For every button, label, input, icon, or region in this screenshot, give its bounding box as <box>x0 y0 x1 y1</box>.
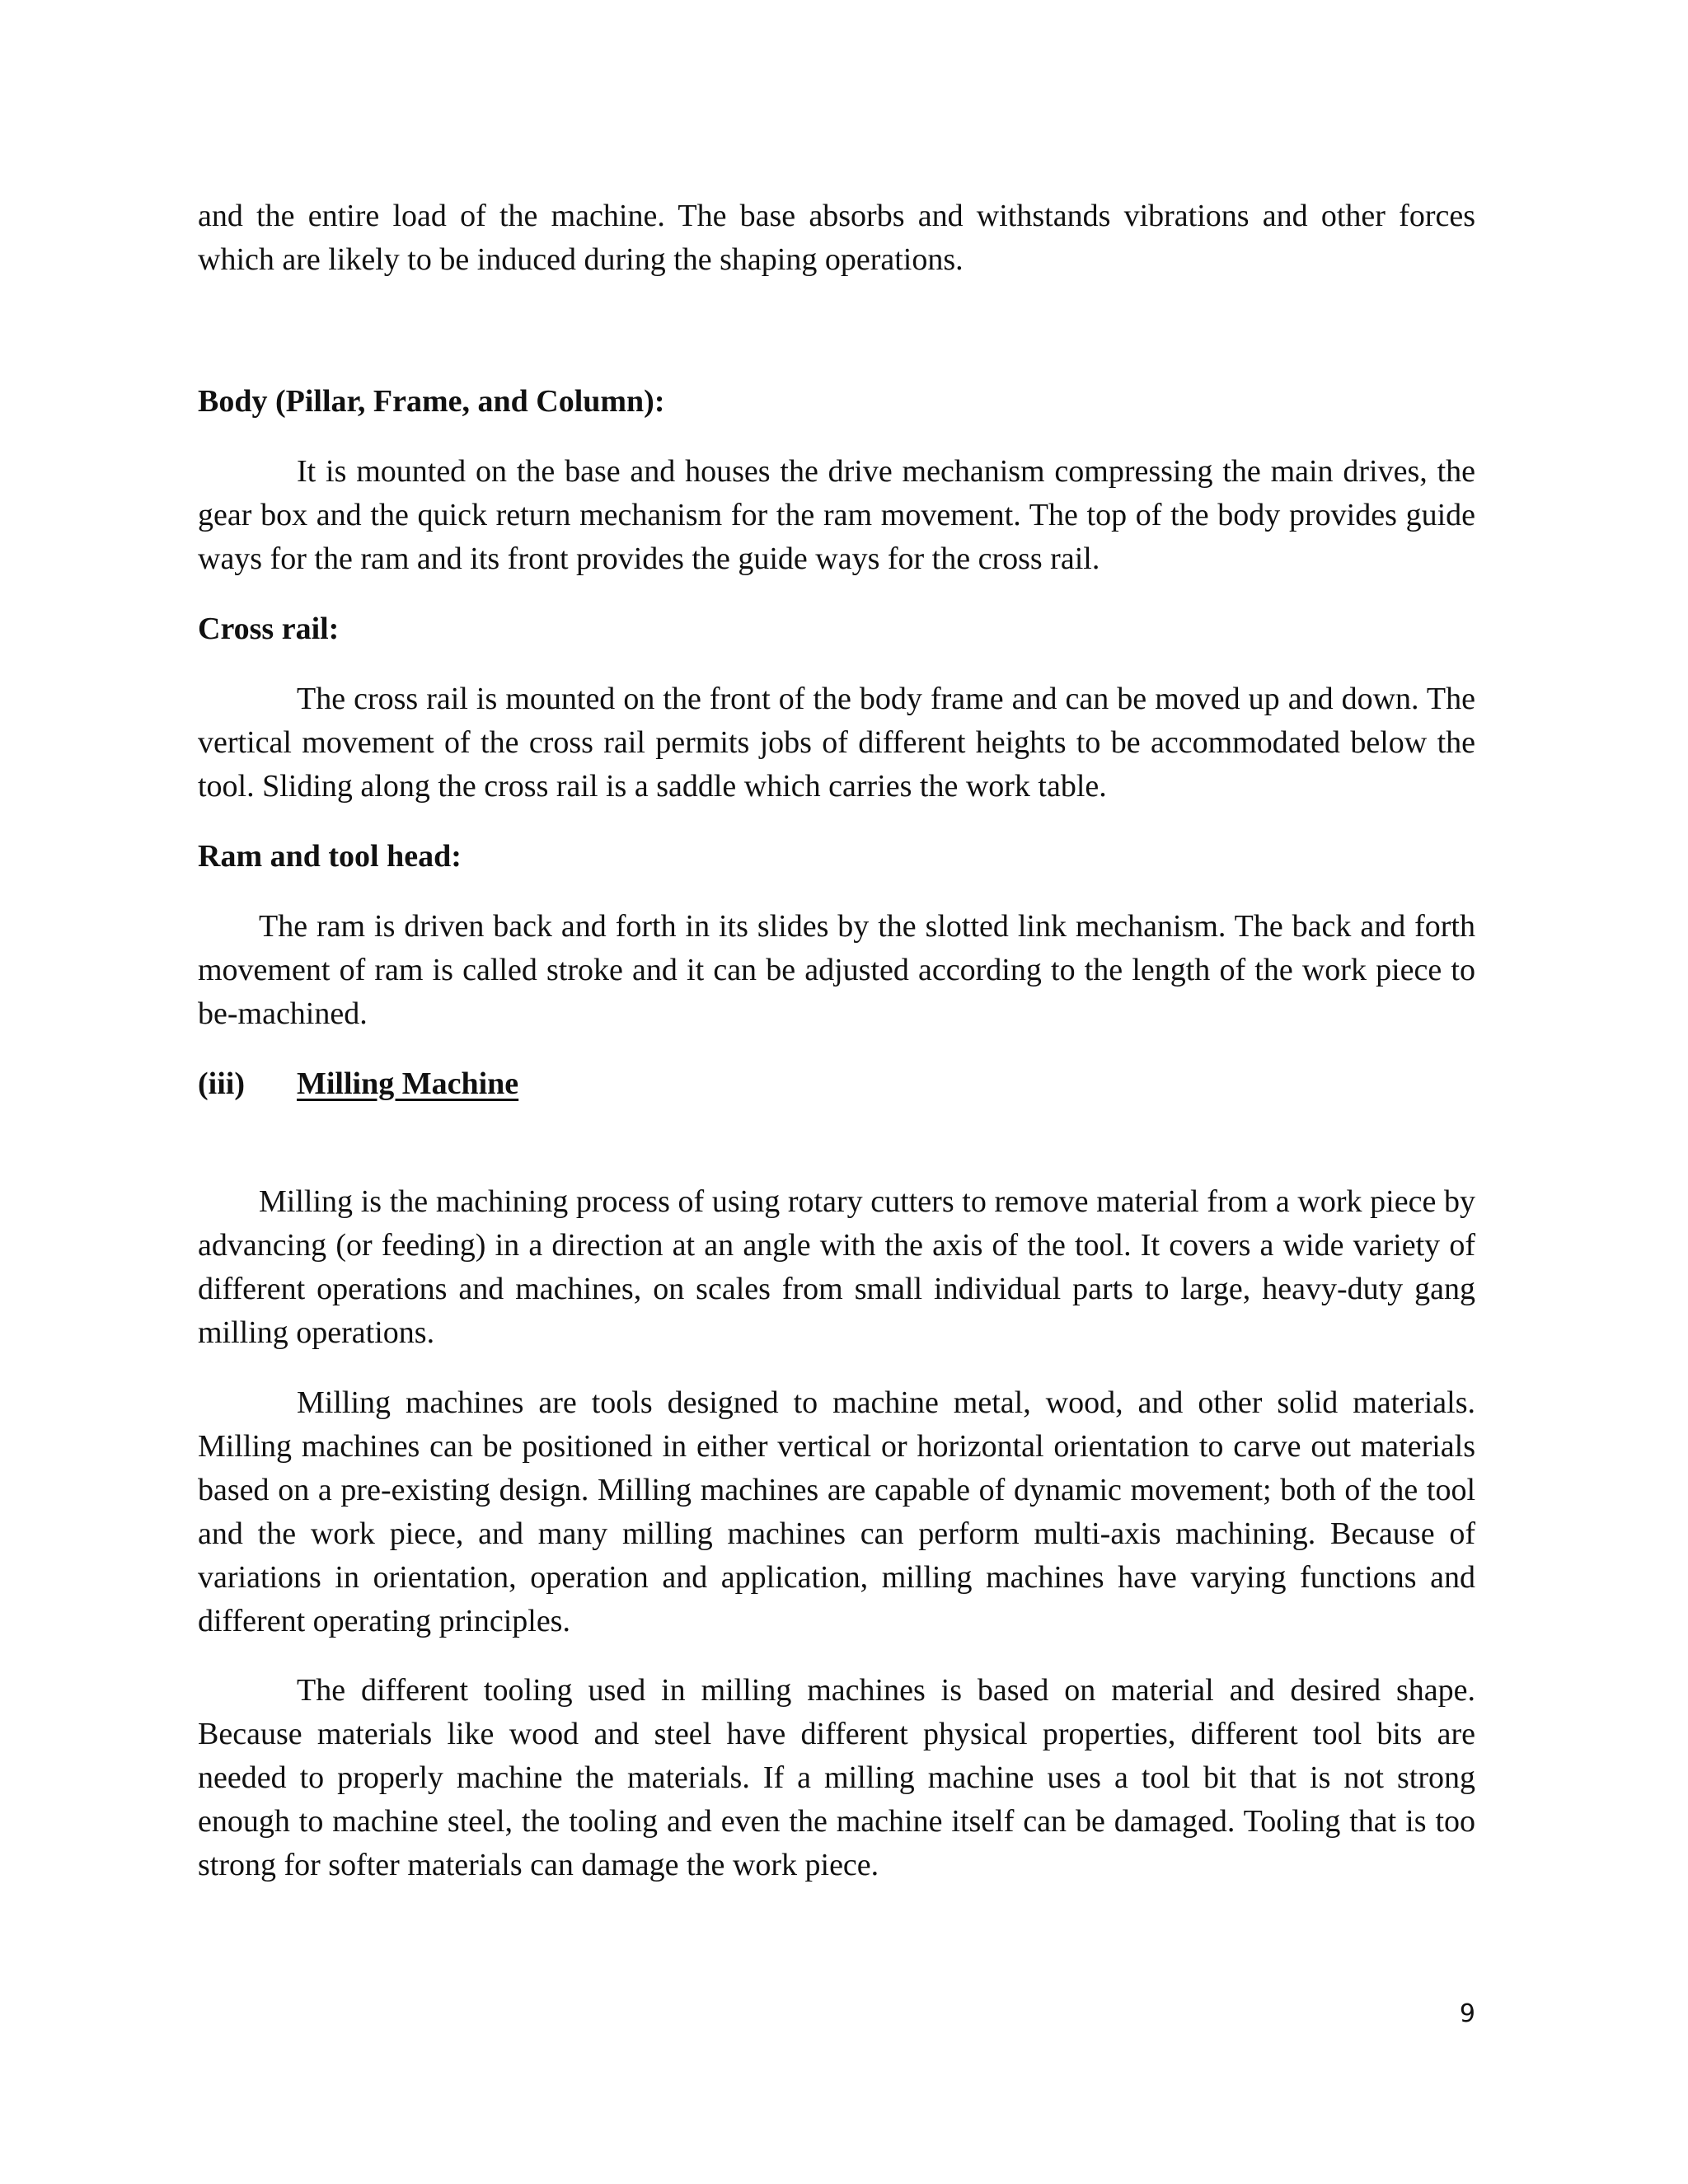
milling-paragraph-3: The different tooling used in milling machines is based on material and desired shape. Because materials like wood and steel have different physical properties, different tool bits are needed to properly machine the materials. If a milling machine uses a tool bit that is not strong enough to machine steel, the tooling and even the machine itself can be damaged. Tooling that is too strong for softer materials can damage the work piece. <box>198 1673 1475 1882</box>
cross-rail-heading: Cross rail: <box>198 612 340 646</box>
page-number: 9 <box>1459 1999 1475 2028</box>
continuation-paragraph: and the entire load of the machine. The base absorbs and withstands vibrations and other forces which are likely to be induced during the shaping operations. <box>198 199 1475 277</box>
milling-paragraph-1: Milling is the machining process of using rotary cutters to remove material from a work piece by advancing (or feeding) in a direction at an angle with the axis of the tool. It covers a wide variety of different operations and machines, on scales from small individual parts to large, heavy-duty gang milling operations. <box>198 1184 1475 1350</box>
milling-section-heading <box>198 1062 775 1106</box>
ram-heading: Ram and tool head: <box>198 839 462 874</box>
section-title: Milling Machine <box>297 1066 519 1101</box>
body-heading: Body (Pillar, Frame, and Column): <box>198 384 665 419</box>
cross-rail-paragraph: The cross rail is mounted on the front of the body frame and can be moved up and down. The vertical movement of the cross rail permits jobs of different heights to be accommodated below the tool. Sliding along the cross rail is a saddle which carries the work table. <box>198 682 1475 804</box>
ram-paragraph: The ram is driven back and forth in its slides by the slotted link mechanism. The back and forth movement of ram is called stroke and it can be adjusted according to the length of the work piece to be-machined. <box>198 909 1475 1031</box>
body-paragraph: It is mounted on the base and houses the drive mechanism compressing the main drives, the gear box and the quick return mechanism for the ram movement. The top of the body provides guide ways for the ram and its front provides the guide ways for the cross rail. <box>198 454 1475 576</box>
milling-paragraph-2: Milling machines are tools designed to machine metal, wood, and other solid materials. Milling machines can be positioned in either vertical or horizontal orientation to carve out materials based on a pre-existing design. Milling machines are capable of dynamic movement; both of the tool and the work piece, and many milling machines can perform multi-axis machining. Because of variations in orientation, operation and application, milling machines have varying functions and different operating principles. <box>198 1385 1475 1638</box>
section-number: (iii) <box>198 1066 245 1101</box>
